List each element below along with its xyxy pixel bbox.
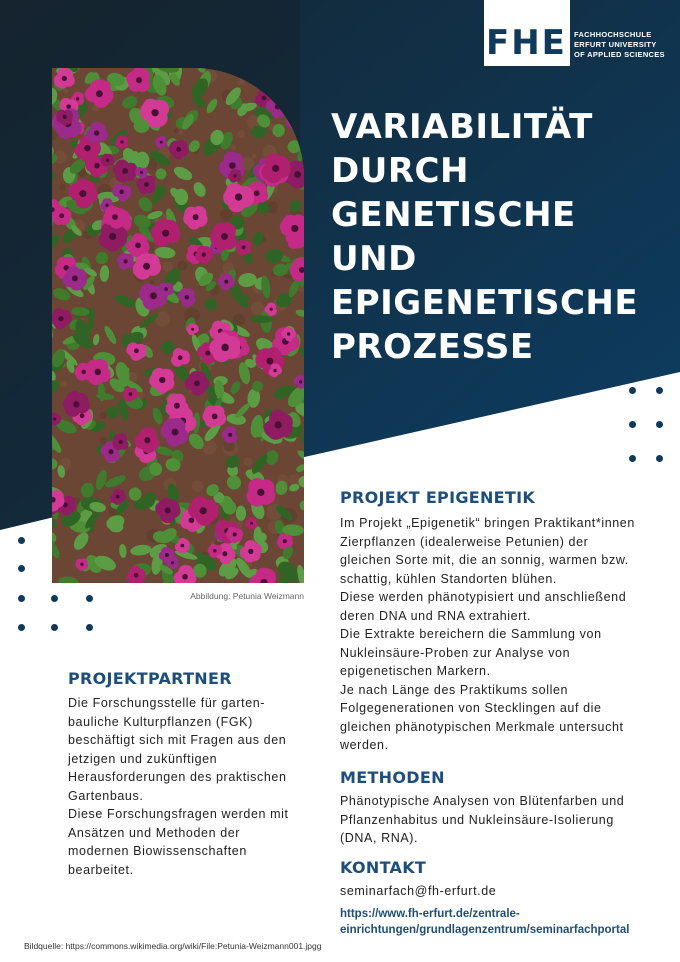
university-logo[interactable]: FHE <box>486 23 567 63</box>
university-name: FACHHOCHSCHULE ERFURT UNIVERSITY OF APPLIED SCIENCES <box>574 30 665 59</box>
petunia-photo <box>52 68 304 583</box>
projekt-epigenetik-text: Im Projekt „Epigenetik“ bringen Praktikant*innen Zierpflanzen (idealerweise Petunien) der gleichen Sorte mit, die an sonnig, warmen bzw. schattig, kühlen Standorten blühen. Diese werden phänotypisiert und anschließend deren DNA und RNA extrahiert. Die Extrakte bereichern die Sammlung von Nukleinsäure-Proben zur Analyse von epigenetischen Markern. Je nach Länge des Praktikums sollen Folgegenerationen von Stecklingen auf die gleichen phänotypischen Merkmale untersucht werden. <box>340 516 635 752</box>
projektpartner-text: Die Forschungsstelle für garten- bauliche Kulturpflanzen (FGK) beschäftigt sich mit Fragen aus den jetzigen und zukünftigen Herausforderungen des praktischen Gartenbaus. Diese Forschungsfragen werden mit Ansätzen und Methoden der modernen Biowissenschaften bearbeitet. <box>68 696 289 877</box>
contact-email[interactable]: seminarfach@fh-erfurt.de <box>340 884 497 898</box>
methoden-heading: METHODEN <box>340 768 445 787</box>
seminarfach-portal-link[interactable]: https://www.fh-erfurt.de/zentrale- einrichtungen/grundlagenzentrum/seminarfachportal <box>340 908 630 936</box>
projektpartner-heading: PROJEKTPARTNER <box>68 669 232 688</box>
image-caption: Abbildung: Petunia Weizmann <box>190 591 304 601</box>
image-source-footer: Bildquelle: https://commons.wikimedia.org/wiki/File:Petunia-Weizmann001.jpgg <box>24 941 322 951</box>
kontakt-heading: KONTAKT <box>340 858 427 877</box>
page-title: VARIABILITÄT DURCH GENETISCHE UND EPIGENETISCHE PROZESSE <box>331 107 639 367</box>
projekt-epigenetik-heading: PROJEKT EPIGENETIK <box>340 488 536 507</box>
methoden-text: Phänotypische Analysen von Blütenfarben und Pflanzenhabitus und Nukleinsäure-Isolierung (DNA, RNA). <box>340 794 625 845</box>
